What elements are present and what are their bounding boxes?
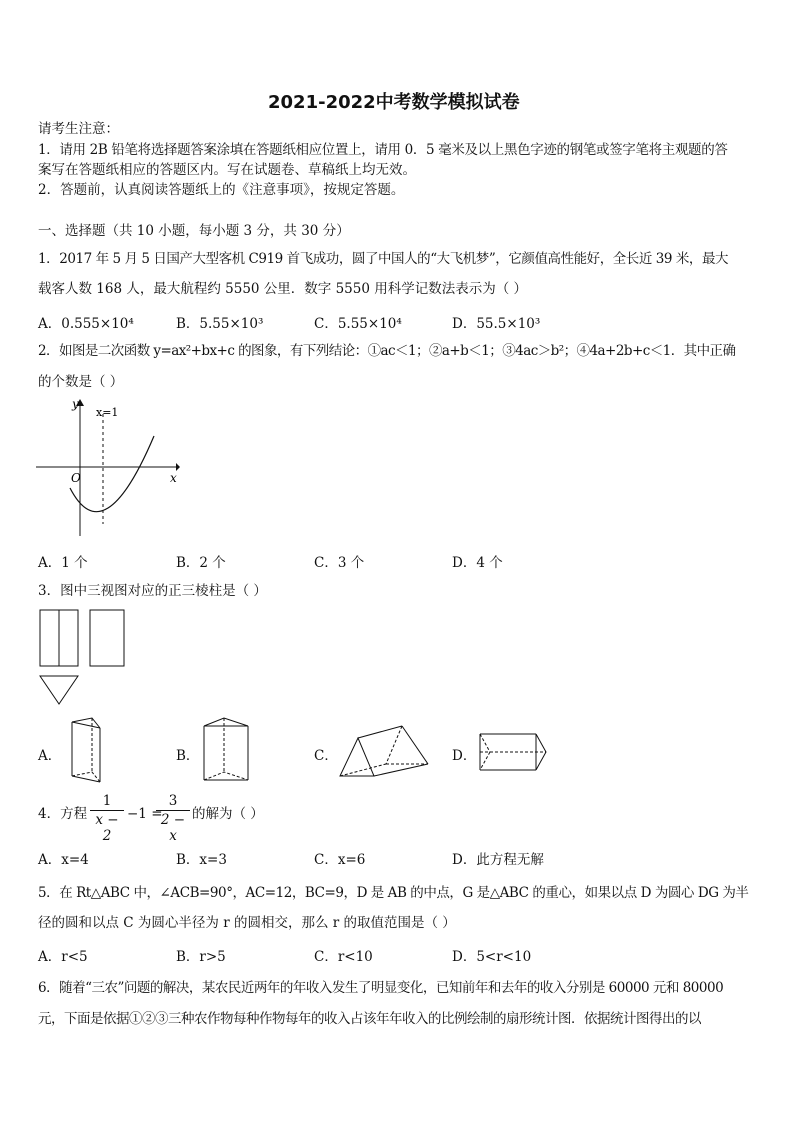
q2-option-d[interactable]: D．4 个 (452, 555, 503, 571)
q5-option-c[interactable]: C．r<10 (314, 949, 373, 965)
fraction-1-denominator: x − 2 (95, 812, 119, 844)
prism-option-a[interactable] (62, 716, 122, 786)
question-4-suffix: 的解为（ ） (192, 806, 264, 822)
question-5-line-1: 5．在 Rt△ABC 中，∠ACB=90°，AC=12，BC=9，D 是 AB 的中点，G 是△ABC 的重心，如果以点 D 为圆心 DG 为半 (38, 885, 749, 901)
q1-option-c[interactable]: C．5.55×10⁴ (314, 316, 402, 332)
question-1-line-1: 1．2017 年 5 月 5 日国产大型客机 C919 首飞成功，圆了中国人的“大飞机梦”，它颜值高性能好，全长近 39 米，最大 (38, 251, 729, 267)
q5-option-d[interactable]: D．5<r<10 (452, 949, 532, 965)
graph-x-label: x (170, 471, 177, 485)
parabola-curve (70, 436, 154, 512)
fraction-2-denominator: 2 − x (160, 812, 186, 844)
q2-option-b[interactable]: B．2 个 (176, 555, 226, 571)
q3-option-d[interactable]: D． (452, 748, 477, 764)
q1-option-a[interactable]: A．0.555×10⁴ (38, 316, 134, 332)
parabola-graph (34, 396, 184, 541)
question-2-line-2: 的个数是（ ） (38, 374, 124, 390)
q3-option-c[interactable]: C． (314, 748, 338, 764)
question-5-line-2: 径的圆和以点 C 为圆心半径为 r 的圆相交，那么 r 的取值范围是（ ） (38, 915, 456, 931)
q1-option-d[interactable]: D．55.5×10³ (452, 316, 541, 332)
q2-option-a[interactable]: A．1 个 (38, 555, 88, 571)
fraction-2-numerator: 3 (168, 793, 178, 809)
equation-middle: −1 = (127, 806, 163, 822)
notice-heading: 请考生注意： (38, 121, 119, 137)
question-1-line-2: 载客人数 168 人，最大航程约 5550 公里．数字 5550 用科学记数法表示为（ ） (38, 281, 528, 297)
fraction-2 (156, 793, 190, 844)
notice-line-3: 2．答题前，认真阅读答题纸上的《注意事项》，按规定答题。 (38, 182, 405, 198)
x-axis-arrow (176, 463, 180, 471)
fraction-1-numerator: 1 (102, 793, 112, 809)
notice-line-2: 案写在答题纸相应的答题区内。写在试题卷、草稿纸上均无效。 (38, 162, 416, 178)
q5-option-a[interactable]: A．r<5 (38, 949, 88, 965)
prism-option-c[interactable] (336, 724, 436, 784)
question-3-line-1: 3．图中三视图对应的正三棱柱是（ ） (38, 583, 267, 599)
q4-option-d[interactable]: D．此方程无解 (452, 852, 544, 868)
graph-symmetry-label: x=1 (96, 406, 119, 419)
prism-option-b[interactable] (198, 716, 258, 788)
prism-option-d[interactable] (474, 730, 554, 780)
side-view (90, 610, 124, 666)
q4-option-a[interactable]: A．x=4 (38, 852, 89, 868)
graph-y-label: y (72, 397, 79, 411)
page-title: 2021-2022中考数学模拟试卷 (268, 92, 520, 113)
question-6-line-2: 元，下面是依据①②③三种农作物每种作物每年的收入占该年年收入的比例绘制的扇形统计图．依据统计图得出的以 (38, 1011, 701, 1027)
fraction-1 (90, 793, 124, 844)
q3-option-a[interactable]: A． (38, 748, 62, 764)
q4-option-c[interactable]: C．x=6 (314, 852, 366, 868)
q4-option-b[interactable]: B．x=3 (176, 852, 227, 868)
question-4-prefix: 4．方程 (38, 806, 88, 822)
section-heading: 一、选择题（共 10 小题，每小题 3 分，共 30 分） (38, 223, 350, 239)
question-6-line-1: 6．随着“三农”问题的解决，某农民近两年的年收入发生了明显变化，已知前年和去年的收入分别是 60000 元和 80000 (38, 980, 724, 996)
top-view-triangle (40, 676, 78, 704)
q2-option-c[interactable]: C．3 个 (314, 555, 365, 571)
three-view-drawing (38, 608, 138, 708)
graph-origin-label: O (71, 471, 81, 485)
question-2-line-1: 2．如图是二次函数 y=ax²+bx+c 的图象，有下列结论：①ac＜1；②a+b＜1；③4ac＞b²；④4a+2b+c＜1．其中正确 (38, 343, 736, 359)
q3-option-b[interactable]: B． (176, 748, 200, 764)
q5-option-b[interactable]: B．r>5 (176, 949, 226, 965)
notice-line-1: 1．请用 2B 铅笔将选择题答案涂填在答题纸相应位置上，请用 0．5 毫米及以上黑色字迹的钢笔或签字笔将主观题的答 (38, 142, 728, 158)
q1-option-b[interactable]: B．5.55×10³ (176, 316, 264, 332)
